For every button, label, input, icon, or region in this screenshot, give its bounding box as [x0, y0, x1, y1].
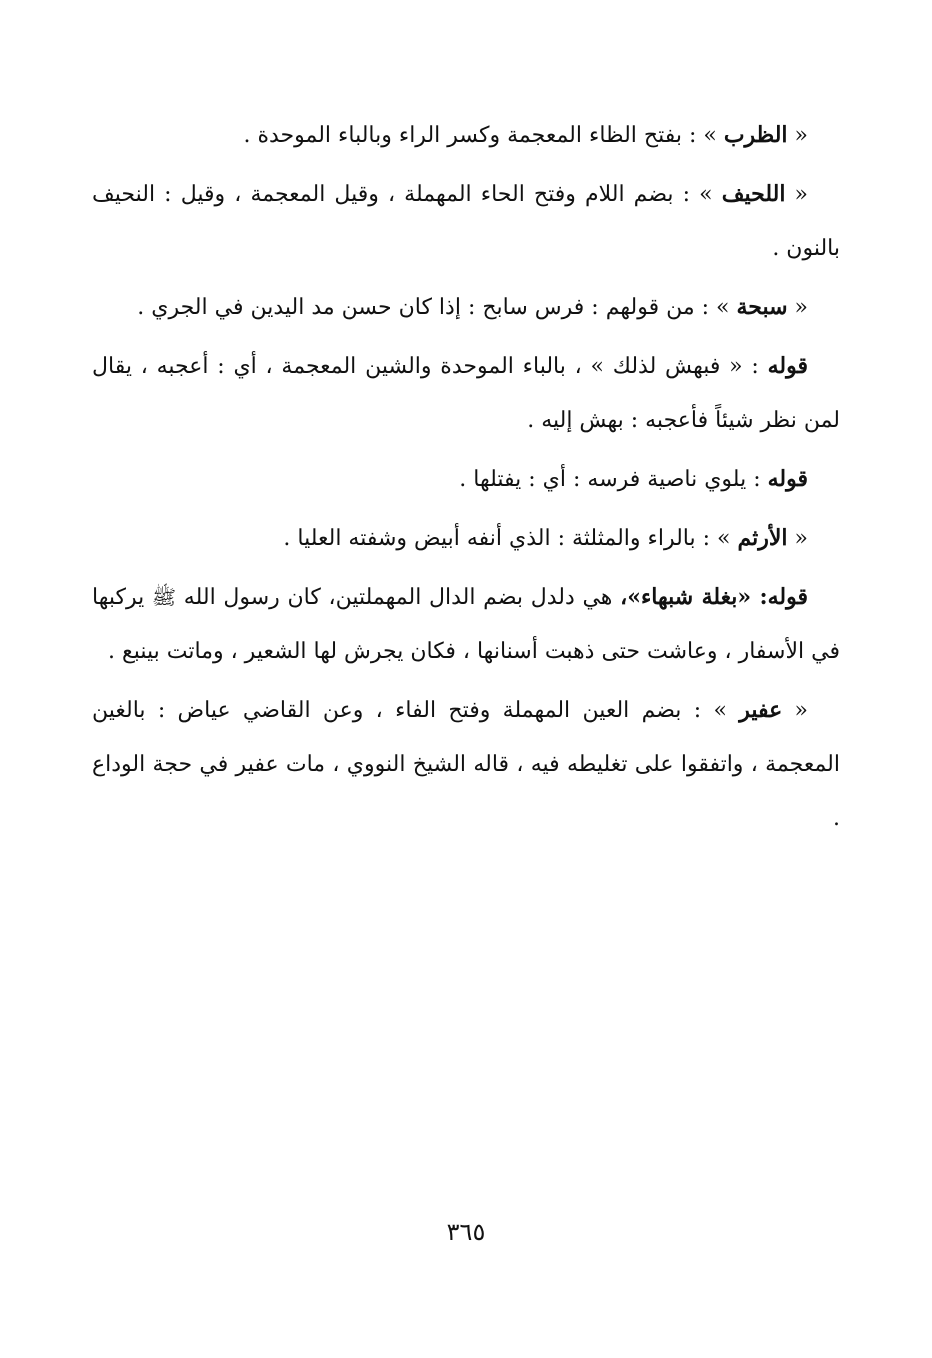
entry-term: الظرب: [723, 122, 788, 148]
entry-definition: : « فبهش لذلك » ، بالباء الموحدة والشين المعجمة ، أي : أعجبه ، يقال لمن نظر شيئاً فأعجبه : بهش إليه .: [92, 354, 840, 433]
entry-term: الأرثم: [737, 525, 788, 551]
entry-sabha: [92, 280, 840, 335]
quote-open: «: [782, 698, 809, 723]
entry-term: قوله: [767, 466, 808, 492]
quote-close: »: [716, 295, 737, 320]
entry-definition: : بفتح الظاء المعجمة وكسر الراء وبالباء الموحدة .: [243, 123, 704, 148]
quote-open: «: [787, 295, 808, 320]
quote-close: »: [699, 182, 722, 207]
entry-definition-continued: يركبها في الأسفار ، وعاشت حتى ذهبت أسنانها ، فكان يجرش لها الشعير ، وماتت بينبع .: [92, 585, 840, 664]
entry-term: عفير: [739, 697, 783, 723]
entry-al-zarab: [92, 108, 840, 163]
entry-baghla-shahba: [92, 570, 840, 679]
entry-definition: : بالراء والمثلثة : الذي أنفه أبيض وشفته العليا .: [283, 526, 718, 551]
entry-al-artham: [92, 511, 840, 566]
quote-close: »: [713, 698, 740, 723]
entry-term: سبحة: [736, 294, 788, 320]
entry-ufayr: [92, 683, 840, 846]
quote-open: «: [785, 182, 809, 207]
entry-yalwi: [92, 452, 840, 507]
quote-open: «: [787, 526, 808, 551]
quote-open: «: [787, 123, 808, 148]
page-number: ٣٦٥: [446, 1218, 486, 1246]
glossary-text: [92, 108, 840, 850]
entry-term: قوله: «بغلة شبهاء»،: [620, 584, 808, 610]
entry-definition: : يلوي ناصية فرسه : أي : يفتلها .: [459, 467, 768, 492]
entry-fabahasha: [92, 339, 840, 448]
entry-term: اللحيف: [721, 181, 786, 207]
honorific-glyph: ﷺ: [151, 585, 177, 609]
quote-close: »: [703, 123, 724, 148]
entry-definition: هي دلدل بضم الدال المهملتين، كان رسول الله: [183, 585, 621, 610]
entry-al-luhayf: [92, 167, 840, 276]
quote-close: »: [717, 526, 738, 551]
entry-definition: : بضم اللام وفتح الحاء المهملة ، وقيل المعجمة ، وقيل : النحيف بالنون .: [92, 182, 840, 261]
entry-definition: : من قولهم : فرس سابح : إذا كان حسن مد اليدين في الجري .: [137, 295, 717, 320]
entry-term: قوله: [767, 353, 808, 379]
entry-definition: : بضم العين المهملة وفتح الفاء ، وعن القاضي عياض : بالغين المعجمة ، واتفقوا على تغليطه فيه ، قاله الشيخ النووي ، مات عفير في حجة الوداع .: [92, 698, 840, 831]
